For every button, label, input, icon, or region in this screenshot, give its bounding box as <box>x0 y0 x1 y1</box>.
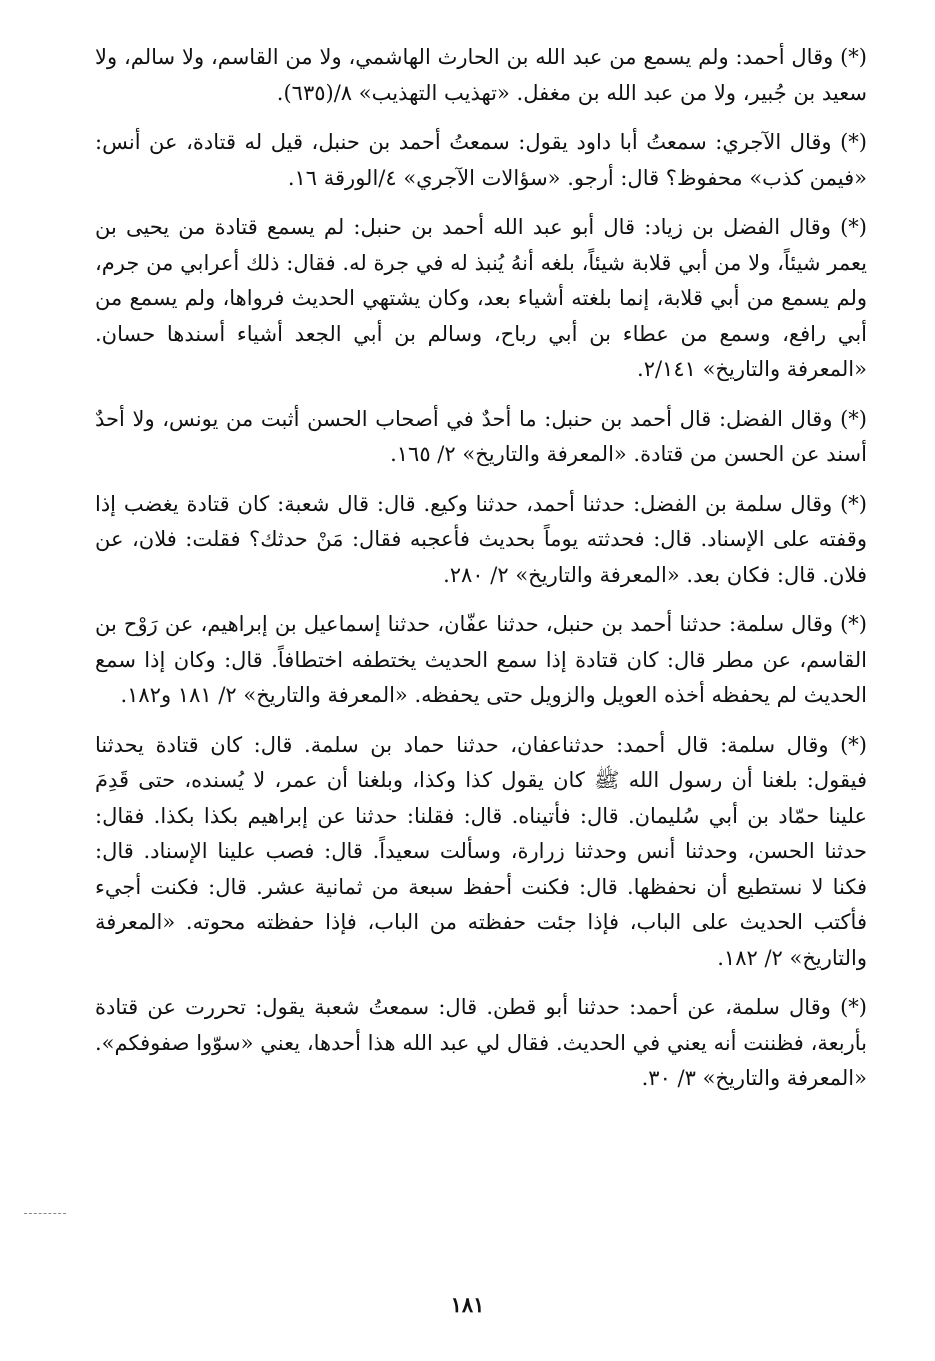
paragraph-1: (*) وقال أحمد: ولم يسمع من عبد الله بن الحارث الهاشمي، ولا من القاسم، ولا سالم، ولا سعيد بن جُبير، ولا من عبد الله بن مغفل. «تهذيب التهذيب» ٨/(٦٣٥). <box>95 45 867 105</box>
paragraph-8: (*) وقال سلمة، عن أحمد: حدثنا أبو قطن. قال: سمعتُ شعبة يقول: تحررت عن قتادة بأربعة، فظننت أنه يعني في الحديث. فقال لي عبد الله هذا أحدها، يعني «سوّوا صفوفكم». «المعرفة والتاريخ» ٣/ ٣٠. <box>95 995 867 1090</box>
page-number: ١٨١ <box>450 1292 485 1317</box>
paragraph-4: (*) وقال الفضل: قال أحمد بن حنبل: ما أحدٌ في أصحاب الحسن أثبت من يونس، ولا أحدٌ أسند عن الحسن من قتادة. «المعرفة والتاريخ» ٢/ ١٦٥. <box>95 406 867 466</box>
scan-artifact-line <box>24 1213 66 1214</box>
paragraph-6: (*) وقال سلمة: حدثنا أحمد بن حنبل، حدثنا عفّان، حدثنا إسماعيل بن إبراهيم، عن رَوْح بن القاسم، عن مطر قال: كان قتادة إذا سمع الحديث يختطفه اختطافاً. قال: وكان إذا سمع الحديث لم يحفظه أخذه العويل والزويل حتى يحفظه. «المعرفة والتاريخ» ٢/ ١٨١ و١٨٢. <box>95 612 867 707</box>
paragraph-3: (*) وقال الفضل بن زياد: قال أبو عبد الله أحمد بن حنبل: لم يسمع قتادة من يحيى بن يعمر شيئاً، ولا من أبي قلابة شيئاً، بلغه أنهُ يُنبذ له في جرة له. فقال: ذلك أعرابي من جرم، ولم يسمع من أبي قلابة، إنما بلغته أشياء بعد، وكان يشتهي الحديث فرواها، ولم يسمع من أبي رافع، وسمع من عطاء بن أبي رباح، وسالم بن أبي الجعد أشياء أسندها حسان. «المعرفة والتاريخ» ٢/١٤١. <box>95 215 867 381</box>
paragraph-5: (*) وقال سلمة بن الفضل: حدثنا أحمد، حدثنا وكيع. قال: قال شعبة: كان قتادة يغضب إذا وقفته على الإسناد. قال: فحدثته يوماً بحديث فأعجبه فقال: مَنْ حدثك؟ فقلت: فلان، عن فلان. قال: فكان بعد. «المعرفة والتاريخ» ٢/ ٢٨٠. <box>95 491 867 587</box>
paragraph-2: (*) وقال الآجري: سمعتُ أبا داود يقول: سمعتُ أحمد بن حنبل، قيل له قتادة، عن أنس: «فيمن كذب» محفوظ؟ قال: أرجو. «سؤالات الآجري» ٤/الورقة ١٦. <box>95 130 867 190</box>
page-body <box>95 40 867 1111</box>
paragraph-7: (*) وقال سلمة: قال أحمد: حدثناعفان، حدثنا حماد بن سلمة. قال: كان قتادة يحدثنا فيقول: بلغنا أن رسول الله ﷺ كان يقول كذا وكذا، وبلغنا أن عمر، لا يُسنده، حتى قَدِمَ علينا حمّاد بن أبي سُليمان. قال: فأتيناه. قال: فقلنا: حدثنا عن إبراهيم بكذا بكذا. فقال: حدثنا الحسن، وحدثنا أنس وحدثنا زرارة، وسألت سعيداً. قال: فصب علينا الإسناد. قال: فكنا لا نستطيع أن نحفظها. قال: فكنت أحفظ سبعة من ثمانية عشر. قال: فكنت أجيء فأكتب الحديث على الباب، فإذا جئت حفظته من الباب، فإذا حفظته محوته. «المعرفة والتاريخ» ٢/ ١٨٢. <box>95 732 867 970</box>
